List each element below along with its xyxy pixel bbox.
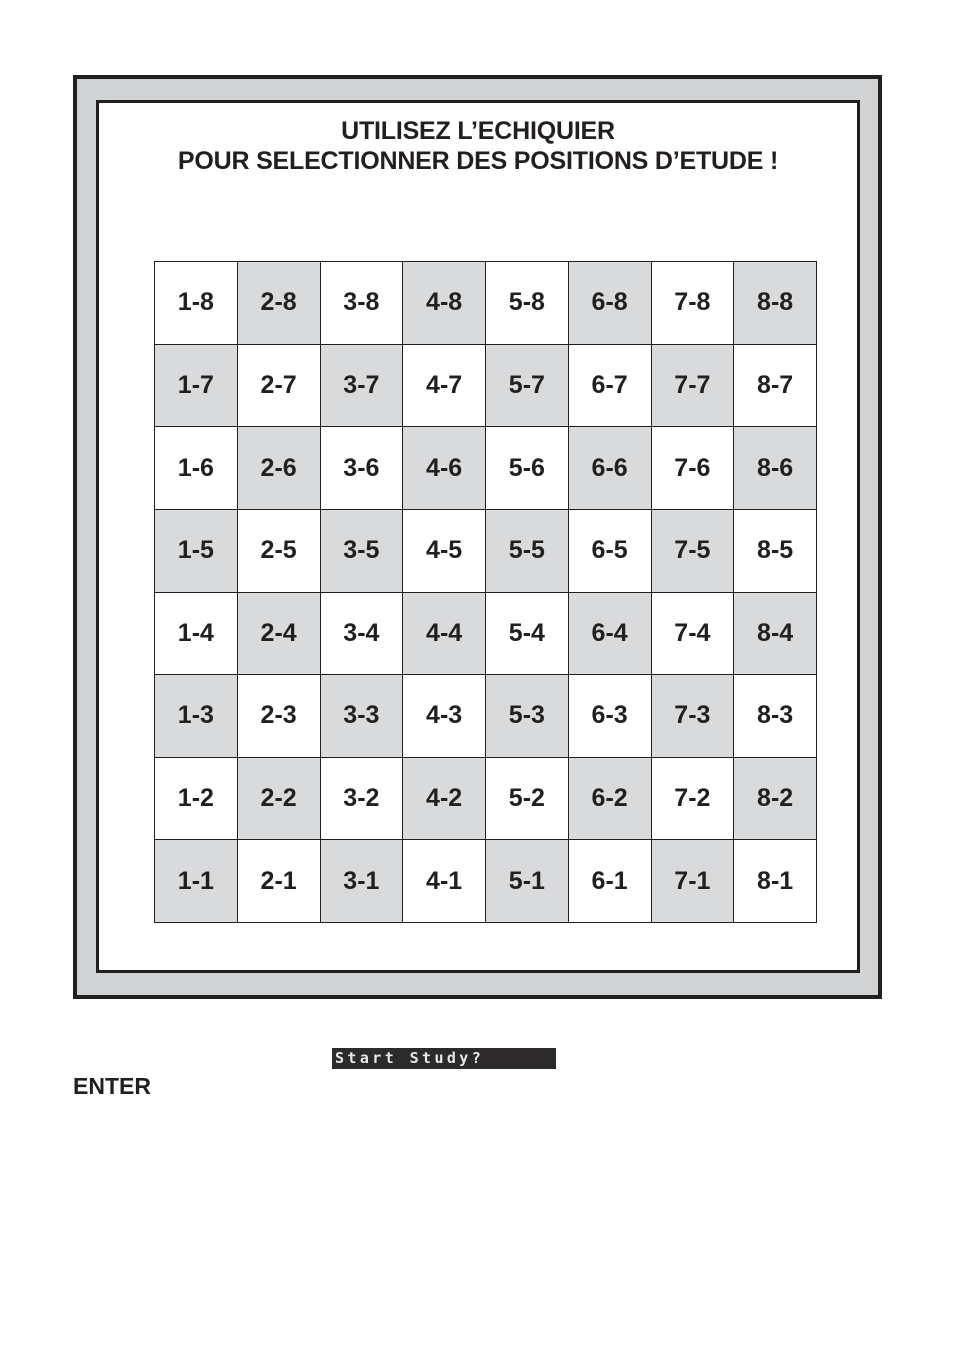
square-4-2[interactable]: 4-2 [403,758,486,841]
square-7-6[interactable]: 7-6 [652,427,735,510]
square-3-7[interactable]: 3-7 [321,345,404,428]
square-2-6[interactable]: 2-6 [238,427,321,510]
square-8-2[interactable]: 8-2 [734,758,817,841]
square-2-4[interactable]: 2-4 [238,593,321,676]
square-7-8[interactable]: 7-8 [652,262,735,345]
square-5-5[interactable]: 5-5 [486,510,569,593]
square-4-1[interactable]: 4-1 [403,840,486,923]
square-8-7[interactable]: 8-7 [734,345,817,428]
square-7-5[interactable]: 7-5 [652,510,735,593]
square-6-1[interactable]: 6-1 [569,840,652,923]
square-1-2[interactable]: 1-2 [155,758,238,841]
square-1-5[interactable]: 1-5 [155,510,238,593]
square-8-1[interactable]: 8-1 [734,840,817,923]
square-1-6[interactable]: 1-6 [155,427,238,510]
square-7-3[interactable]: 7-3 [652,675,735,758]
square-6-4[interactable]: 6-4 [569,593,652,676]
square-3-5[interactable]: 3-5 [321,510,404,593]
square-3-2[interactable]: 3-2 [321,758,404,841]
square-7-1[interactable]: 7-1 [652,840,735,923]
square-4-5[interactable]: 4-5 [403,510,486,593]
square-5-4[interactable]: 5-4 [486,593,569,676]
square-6-5[interactable]: 6-5 [569,510,652,593]
square-7-4[interactable]: 7-4 [652,593,735,676]
square-7-2[interactable]: 7-2 [652,758,735,841]
lcd-display: Start Study? [332,1048,556,1069]
square-3-1[interactable]: 3-1 [321,840,404,923]
page-title [96,116,860,176]
square-2-8[interactable]: 2-8 [238,262,321,345]
square-8-3[interactable]: 8-3 [734,675,817,758]
square-6-7[interactable]: 6-7 [569,345,652,428]
square-3-6[interactable]: 3-6 [321,427,404,510]
chessboard-grid [154,261,817,923]
square-4-8[interactable]: 4-8 [403,262,486,345]
square-5-1[interactable]: 5-1 [486,840,569,923]
square-2-7[interactable]: 2-7 [238,345,321,428]
square-1-1[interactable]: 1-1 [155,840,238,923]
square-2-1[interactable]: 2-1 [238,840,321,923]
title-line-1: UTILISEZ L’ECHIQUIER [341,117,615,145]
square-8-6[interactable]: 8-6 [734,427,817,510]
square-6-8[interactable]: 6-8 [569,262,652,345]
square-4-3[interactable]: 4-3 [403,675,486,758]
square-2-3[interactable]: 2-3 [238,675,321,758]
square-2-2[interactable]: 2-2 [238,758,321,841]
square-6-3[interactable]: 6-3 [569,675,652,758]
square-1-4[interactable]: 1-4 [155,593,238,676]
enter-key-label: ENTER [73,1073,151,1099]
square-3-4[interactable]: 3-4 [321,593,404,676]
square-8-8[interactable]: 8-8 [734,262,817,345]
square-4-4[interactable]: 4-4 [403,593,486,676]
square-3-3[interactable]: 3-3 [321,675,404,758]
square-3-8[interactable]: 3-8 [321,262,404,345]
square-6-6[interactable]: 6-6 [569,427,652,510]
square-1-3[interactable]: 1-3 [155,675,238,758]
square-7-7[interactable]: 7-7 [652,345,735,428]
square-1-8[interactable]: 1-8 [155,262,238,345]
square-1-7[interactable]: 1-7 [155,345,238,428]
square-8-5[interactable]: 8-5 [734,510,817,593]
square-6-2[interactable]: 6-2 [569,758,652,841]
square-8-4[interactable]: 8-4 [734,593,817,676]
square-4-7[interactable]: 4-7 [403,345,486,428]
square-5-6[interactable]: 5-6 [486,427,569,510]
square-5-2[interactable]: 5-2 [486,758,569,841]
title-line-2: POUR SELECTIONNER DES POSITIONS D’ETUDE ! [177,147,779,175]
square-2-5[interactable]: 2-5 [238,510,321,593]
square-5-3[interactable]: 5-3 [486,675,569,758]
square-5-7[interactable]: 5-7 [486,345,569,428]
square-4-6[interactable]: 4-6 [403,427,486,510]
square-5-8[interactable]: 5-8 [486,262,569,345]
